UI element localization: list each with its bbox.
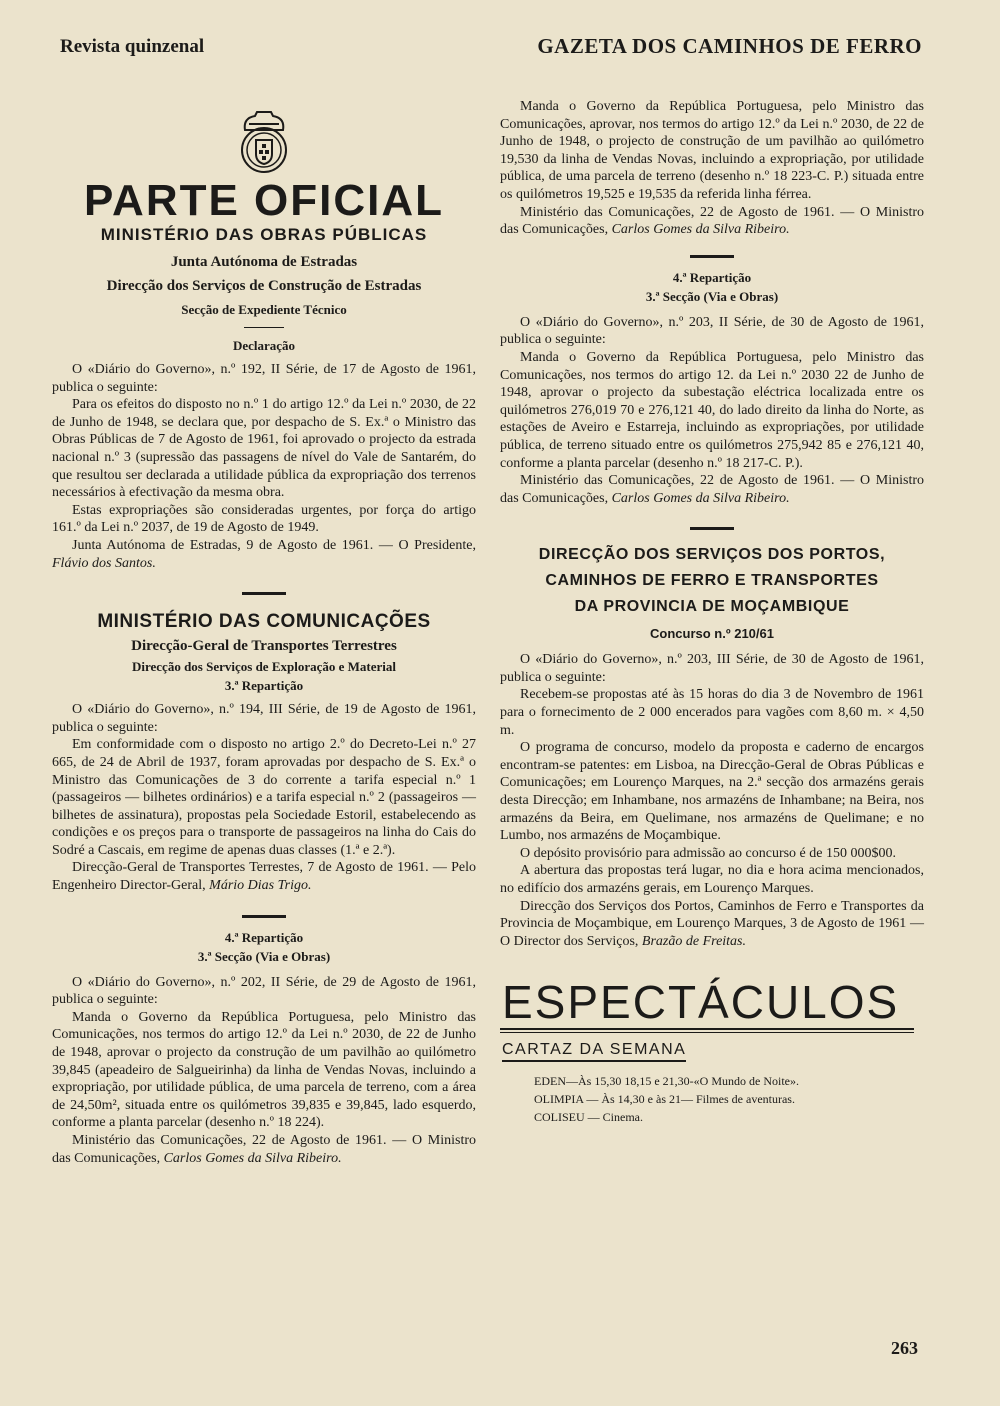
section-heading: MINISTÉRIO DAS COMUNICAÇÕES xyxy=(97,611,431,633)
signature-name: Carlos Gomes da Silva Ribeiro. xyxy=(163,1150,342,1166)
section-heading: 3.ª Secção (Via e Obras) xyxy=(197,948,331,964)
divider xyxy=(244,327,284,328)
seccao-heading: Secção de Expediente Técnico xyxy=(181,302,347,317)
paragraph-text: Junta Autónoma de Estradas, 9 de Agosto de 1961. — O Presidente, xyxy=(72,537,476,553)
right-column xyxy=(500,98,924,1126)
running-header-left: Revista quinzenal xyxy=(60,36,205,57)
cartaz-heading: CARTAZ DA SEMANA xyxy=(502,1041,686,1062)
divider xyxy=(690,527,734,530)
paragraph: Manda o Governo da República Portuguesa, pelo Ministro das Comunicações, nos termos do artigo 12. da Lei n.º 2030 22 de Junho de 1948, aprovar o projecto da subestação eléctrica localizada entre os quilómetros 276,019 70 e 276,121 40, do lado direito da linha do Norte, as estações de Aveiro e Estarreja, incluindo as expropriações, por utilidade pública, de terreno situado entre os quilómetros 275,942 85 e 276,121 40, conforme a planta parcelar (desenho n.º 18 217-C. P.). xyxy=(500,349,924,471)
paragraph-text: Ministério das Comunicações, 22 de Agosto de 1961. — O Ministro das Comunicações, xyxy=(52,1133,476,1166)
paragraph: O depósito provisório para admissão ao concurso é de 150 000$00. xyxy=(520,845,896,861)
signature-paragraph xyxy=(52,1132,476,1167)
signature-paragraph xyxy=(500,472,924,507)
direccao-heading: Direcção dos Serviços de Construção de Estradas xyxy=(106,278,422,294)
paragraph-text: Ministério das Comunicações, 22 de Agosto de 1961. — O Ministro das Comunicações, xyxy=(500,204,924,238)
paragraph: Recebem-se propostas até às 15 horas do dia 3 de Novembro de 1961 para o fornecimento de 2 000 encerados para vagões com 8,60 m. × 4,50 m. xyxy=(500,687,924,738)
coat-of-arms-icon xyxy=(235,110,293,174)
junta-heading: Junta Autónoma de Estradas xyxy=(170,254,358,270)
signature-paragraph xyxy=(500,898,924,951)
left-column xyxy=(52,98,476,1167)
show-listing: OLIMPIA — Às 14,30 e às 21— Filmes de aventuras. xyxy=(534,1092,795,1107)
subsection-heading: Direcção-Geral de Transportes Terrestres xyxy=(131,638,397,655)
title-rule xyxy=(500,1028,914,1033)
divider xyxy=(242,592,286,595)
espectaculos-title: ESPECTÁCULOS xyxy=(502,976,900,1029)
signature-paragraph xyxy=(52,537,476,572)
port-heading-line-3: DA PROVINCIA DE MOÇAMBIQUE xyxy=(574,598,850,616)
subsection-heading: Direcção dos Serviços de Exploração e Material xyxy=(131,659,397,675)
divider xyxy=(242,915,286,918)
ministry-heading: MINISTÉRIO DAS OBRAS PÚBLICAS xyxy=(100,225,428,244)
paragraph: O «Diário do Governo», n.º 203, II Série, de 30 de Agosto de 1961, publica o seguinte: xyxy=(500,314,924,348)
paragraph: Estas expropriações são consideradas urgentes, por força do artigo 161.º da Lei n.º 2037, de 19 de Agosto de 1949. xyxy=(52,502,476,536)
signature-name: Carlos Gomes da Silva Ribeiro. xyxy=(611,490,790,506)
paragraph-text: Direcção dos Serviços dos Portos, Caminhos de Ferro e Transportes da Provincia de Moçambique, em Lourenço Marques, 3 de Agosto de 1961 — O Director dos Serviços, xyxy=(500,898,924,949)
paragraph: O «Diário do Governo», n.º 203, III Série, de 30 de Agosto de 1961, publica o seguinte: xyxy=(500,652,924,685)
paragraph-text: Ministério das Comunicações, 22 de Agosto de 1961. — O Ministro das Comunicações, xyxy=(500,473,924,506)
divider xyxy=(690,255,734,258)
paragraph: O «Diário do Governo», n.º 194, III Série, de 19 de Agosto de 1961, publica o seguinte: xyxy=(52,702,476,735)
signature-paragraph xyxy=(500,204,924,239)
signature-paragraph xyxy=(52,859,476,894)
signature-name: Flávio dos Santos. xyxy=(52,555,156,571)
paragraph: Para os efeitos do disposto no n.º 1 do artigo 12.º da Lei n.º 2030, de 22 de Junho de 1948, se declara que, por despacho de S. Ex.ª o Ministro das Obras Públicas de 7 de Agosto de 1961, foi aprovado o projecto da estrada nacional n.º 3 (supressão das passagens de nível do Vale de Santarém, do que resultou ser declarada a utilidade pública da expropriação dos terrenos necessários à efectivação da mesma obra. xyxy=(52,397,476,501)
paragraph: Manda o Governo da República Portuguesa, pelo Ministro das Comunicações, nos termos do artigo 12.º da Lei n.º 2030, de 22 de Junho de 1948, aprovar o projecto da construção de um pavilhão ao quilómetro 39,845 (apeadeiro de Salgueirinha) da linha de Vendas Novas, incluindo a expropriação, por utilidade pública, de uma parcela de terreno, com a área de 24,50m², situada entre os quilómetros 39,835 e 39,845, lado esquerdo, conforme a planta parcelar (desenho n.º 18 224). xyxy=(52,1009,476,1131)
repartition-heading: 4.ª Repartição xyxy=(224,929,304,945)
port-heading-line-2: CAMINHOS DE FERRO E TRANSPORTES xyxy=(545,572,879,590)
concurso-heading: Concurso n.º 210/61 xyxy=(650,626,774,642)
section-heading: 3.ª Secção (Via e Obras) xyxy=(645,288,779,304)
paragraph: Em conformidade com o disposto no artigo 2.º do Decreto-Lei n.º 27 665, de 24 de Abril de 1937, foram aprovadas por despacho de S. Ex.ª o Ministro das Comunicações de 3 do corrente a tarifa especial n.º 1 (passageiros — bilhetes ordinários) e a tarifa especial n.º 2 (passageiros — bilhetes de assinatura), propostas pela Sociedade Estoril, estabelecendo as condições e os preços para o transporte de passageiros na linha do Cais do Sodré a Cascais, em regime de apenas duas classes (1.ª e 2.ª). xyxy=(52,737,476,858)
show-listing: EDEN—Às 15,30 18,15 e 21,30-«O Mundo de Noite». xyxy=(534,1074,799,1089)
parte-oficial-title: PARTE OFICIAL xyxy=(83,176,445,225)
paragraph: O «Diário do Governo», n.º 202, II Série, de 29 de Agosto de 1961, publica o seguinte: xyxy=(52,974,476,1008)
paragraph: Manda o Governo da República Portuguesa, pelo Ministro das Comunicações, aprovar, nos termos do artigo 12.º da Lei n.º 2030, de 22 de Junho de 1948, o projecto de construção de um pavilhão ao quilómetro 19,530 da linha de Vendas Novas, incluindo a expropriação, por utilidade pública, de uma parcela de terreno (desenho n.º 18 223-C. P.) situada entre os quilómetros 19,525 e 19,535 da referida linha férrea. xyxy=(500,99,924,202)
repartition-heading: 4.ª Repartição xyxy=(672,269,752,285)
show-listing: COLISEU — Cinema. xyxy=(534,1110,643,1125)
declaracao-heading: Declaração xyxy=(232,338,296,353)
signature-name: Mário Dias Trigo. xyxy=(209,878,312,894)
page-number: 263 xyxy=(891,1338,918,1358)
paragraph: A abertura das propostas terá lugar, no dia e hora acima mencionados, no edifício dos armazéns gerais, em Lourenço Marques. xyxy=(500,863,924,896)
signature-name: Brazão de Freitas. xyxy=(641,933,747,949)
port-heading-line-1: DIRECÇÃO DOS SERVIÇOS DOS PORTOS, xyxy=(538,546,886,564)
signature-name: Carlos Gomes da Silva Ribeiro. xyxy=(611,222,790,238)
paragraph: O «Diário do Governo», n.º 192, II Série, de 17 de Agosto de 1961, publica o seguinte: xyxy=(52,362,476,395)
paragraph-text: Direcção-Geral de Transportes Terrestes, 7 de Agosto de 1961. — Pelo Engenheiro Director-Geral, xyxy=(52,860,476,894)
running-header-right: GAZETA DOS CAMINHOS DE FERRO xyxy=(537,34,922,58)
repartition-heading: 3.ª Repartição xyxy=(224,678,304,694)
paragraph: O programa de concurso, modelo da proposta e caderno de encargos encontram-se patentes: em Lisboa, na Direcção-Geral de Obras Públicas e Comunicações; em Lourenço Marques, na 2.ª secção dos armazéns gerais desta Direcção; em Inhambane, nos armazéns de Inhambane; na Beira, nos armazéns da Beira, em Quelimane, nos armazéns de Quelimane; e no Lumbo, nos armazéns de Moçambique. xyxy=(500,740,924,844)
